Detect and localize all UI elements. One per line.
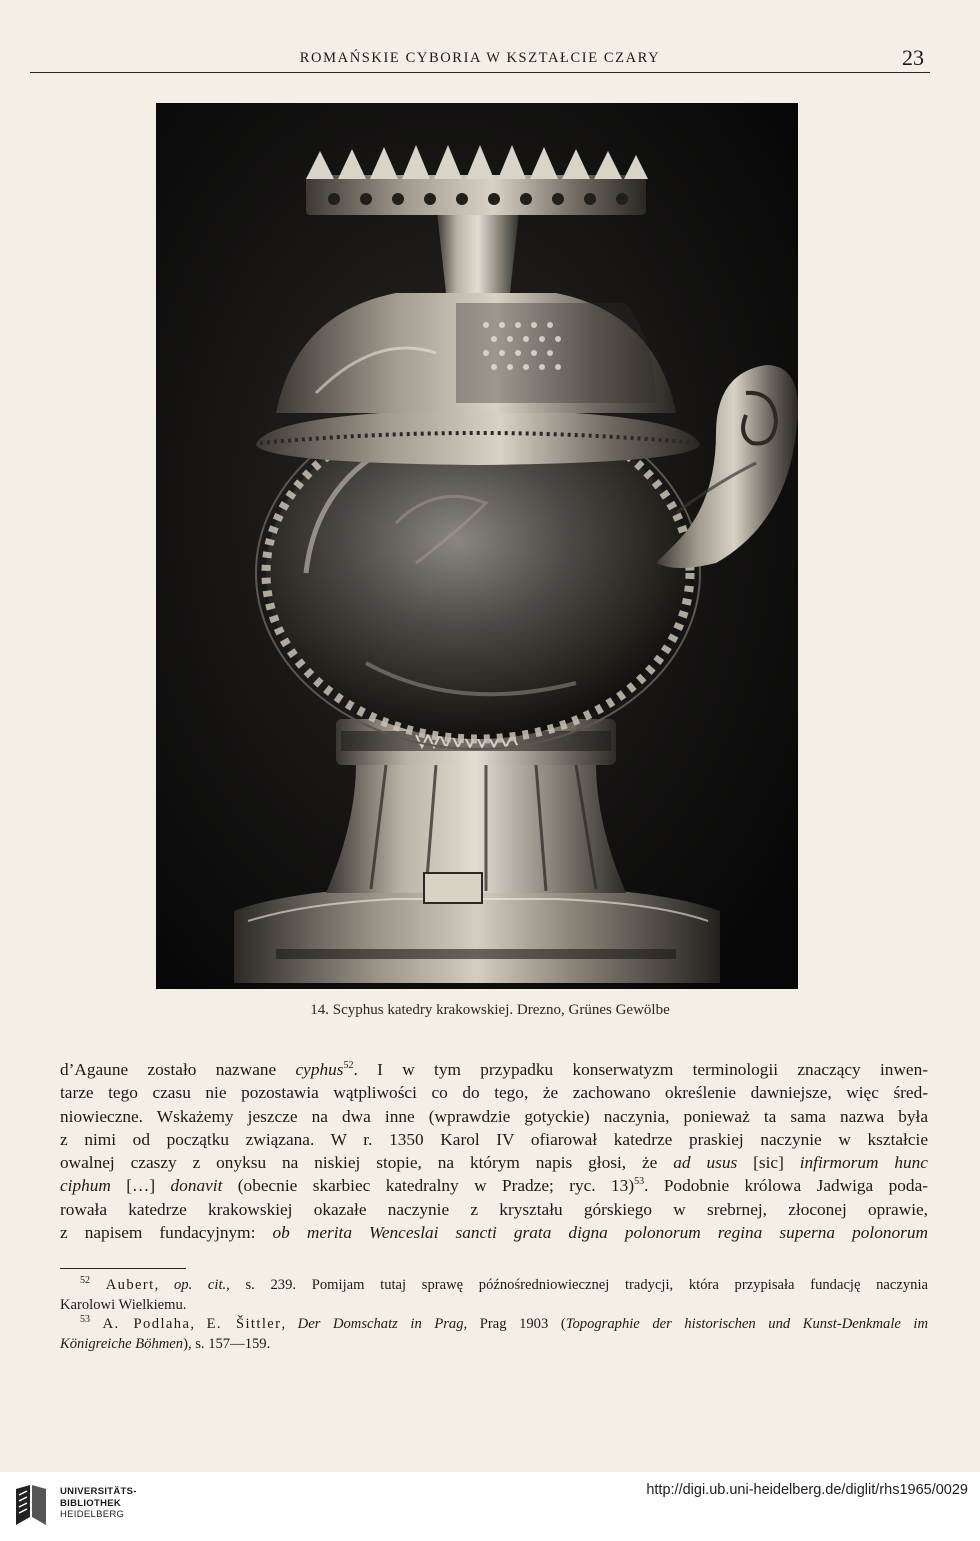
- text-run: . Podobnie królowa Jadwiga poda-: [644, 1176, 928, 1196]
- text-run: ), s. 157—159.: [183, 1335, 271, 1352]
- body-line-5: [60, 1151, 928, 1174]
- italic-term: op. cit.: [173, 1277, 227, 1293]
- figure-photo-scyphus: [156, 103, 798, 989]
- footnote-number: 52: [80, 1275, 90, 1287]
- footnote-author: Aubert: [105, 1277, 155, 1293]
- footnote-53-line-2: [60, 1335, 928, 1355]
- footnote-ref-52: 52: [343, 1060, 354, 1072]
- body-line-3: niowieczne. Wskażemy jeszcze na dwa inne (wprawdzie gotyckie) naczynia, ponieważ ta sama nazwa była: [60, 1106, 928, 1126]
- footnote-number: 53: [80, 1314, 90, 1326]
- italic-term: infirmorum hunc: [799, 1153, 928, 1173]
- running-header: [30, 45, 930, 73]
- text-run: (obecnie skarbiec katedralny w Pradze; ryc. 13): [222, 1176, 635, 1196]
- footnote-52-line-1: [60, 1276, 928, 1296]
- text-run: , s. 239. Pomijam tutaj sprawę późnośredniowiecznej tradycji, która przypisała fundację naczynia: [226, 1277, 928, 1293]
- library-logo-text: [60, 1486, 137, 1521]
- footnote-author: E. Šittler: [206, 1316, 282, 1333]
- footnotes: [60, 1276, 928, 1354]
- footnote-52-line-2: Karolowi Wielkiemu.: [60, 1296, 187, 1313]
- text-run: [sic]: [737, 1153, 800, 1173]
- text-run: […]: [110, 1176, 171, 1196]
- page-number: 23: [902, 45, 924, 70]
- italic-term: ad usus: [673, 1153, 738, 1173]
- running-title: ROMAŃSKIE CYBORIA W KSZTAŁCIE CZARY: [299, 50, 661, 66]
- body-line-7: rowała katedrze krakowskiej okazałe naczynie z kryształu górskiego w srebrnej, złoconej oprawie,: [60, 1199, 928, 1219]
- text-run: . I w tym przypadku konserwatyzm terminologii znaczący inwen-: [353, 1060, 928, 1079]
- figure-caption: 14. Scyphus katedry krakowskiej. Drezno, Grünes Gewölbe: [310, 1002, 670, 1018]
- body-line-1: [60, 1058, 928, 1081]
- body-line-4: z nimi od początku związana. W r. 1350 Karol IV ofiarował katedrze praskiej naczynie w kształcie: [60, 1129, 928, 1149]
- italic-title: Der Domschatz in Prag: [297, 1316, 464, 1333]
- text-run: z napisem fundacyjnym:: [60, 1223, 273, 1243]
- body-paragraph: [60, 1058, 928, 1244]
- body-line-8: [60, 1221, 928, 1244]
- italic-title: Königreiche Böhmen: [60, 1335, 184, 1352]
- body-line-2: tarze tego czasu nie pozostawia wątpliwości co do tego, że zachowano określenie dawniejsze, więc śred-: [60, 1083, 928, 1103]
- footnote-ref-53: 53: [634, 1176, 645, 1188]
- university-library-logo-icon: [10, 1485, 52, 1529]
- text-run: d’Agaune zostało nazwane: [60, 1060, 296, 1079]
- library-footer: [0, 1472, 980, 1541]
- logo-line: UNIVERSITÄTS-: [60, 1486, 137, 1497]
- footnote-53-line-1: [60, 1315, 928, 1335]
- body-line-6: [60, 1174, 928, 1197]
- italic-inscription: ob merita Wenceslai sancti grata digna polonorum regina superna polonorum: [272, 1223, 928, 1243]
- italic-term: donavit: [170, 1176, 223, 1196]
- italic-term: ciphum: [60, 1176, 111, 1196]
- italic-title: Topographie der historischen und Kunst-Denkmale im: [565, 1316, 929, 1333]
- text-run: , Prag 1903 (: [463, 1316, 566, 1333]
- logo-line: HEIDELBERG: [60, 1509, 125, 1520]
- footnote-divider: [60, 1268, 186, 1269]
- scyphus-illustration: [156, 103, 798, 989]
- permalink-url[interactable]: http://digi.ub.uni-heidelberg.de/diglit/rhs1965/0029: [646, 1482, 968, 1498]
- text-run: owalnej czaszy z onyksu na niskiej stopie, na którym napis głosi, że: [60, 1153, 674, 1173]
- footnote-author: A. Podlaha: [102, 1316, 191, 1333]
- italic-term: cyphus: [295, 1060, 344, 1079]
- text-run: ,: [190, 1316, 207, 1333]
- logo-line: BIBLIOTHEK: [60, 1497, 122, 1509]
- text-run: ,: [281, 1316, 298, 1333]
- text-run: ,: [154, 1277, 174, 1293]
